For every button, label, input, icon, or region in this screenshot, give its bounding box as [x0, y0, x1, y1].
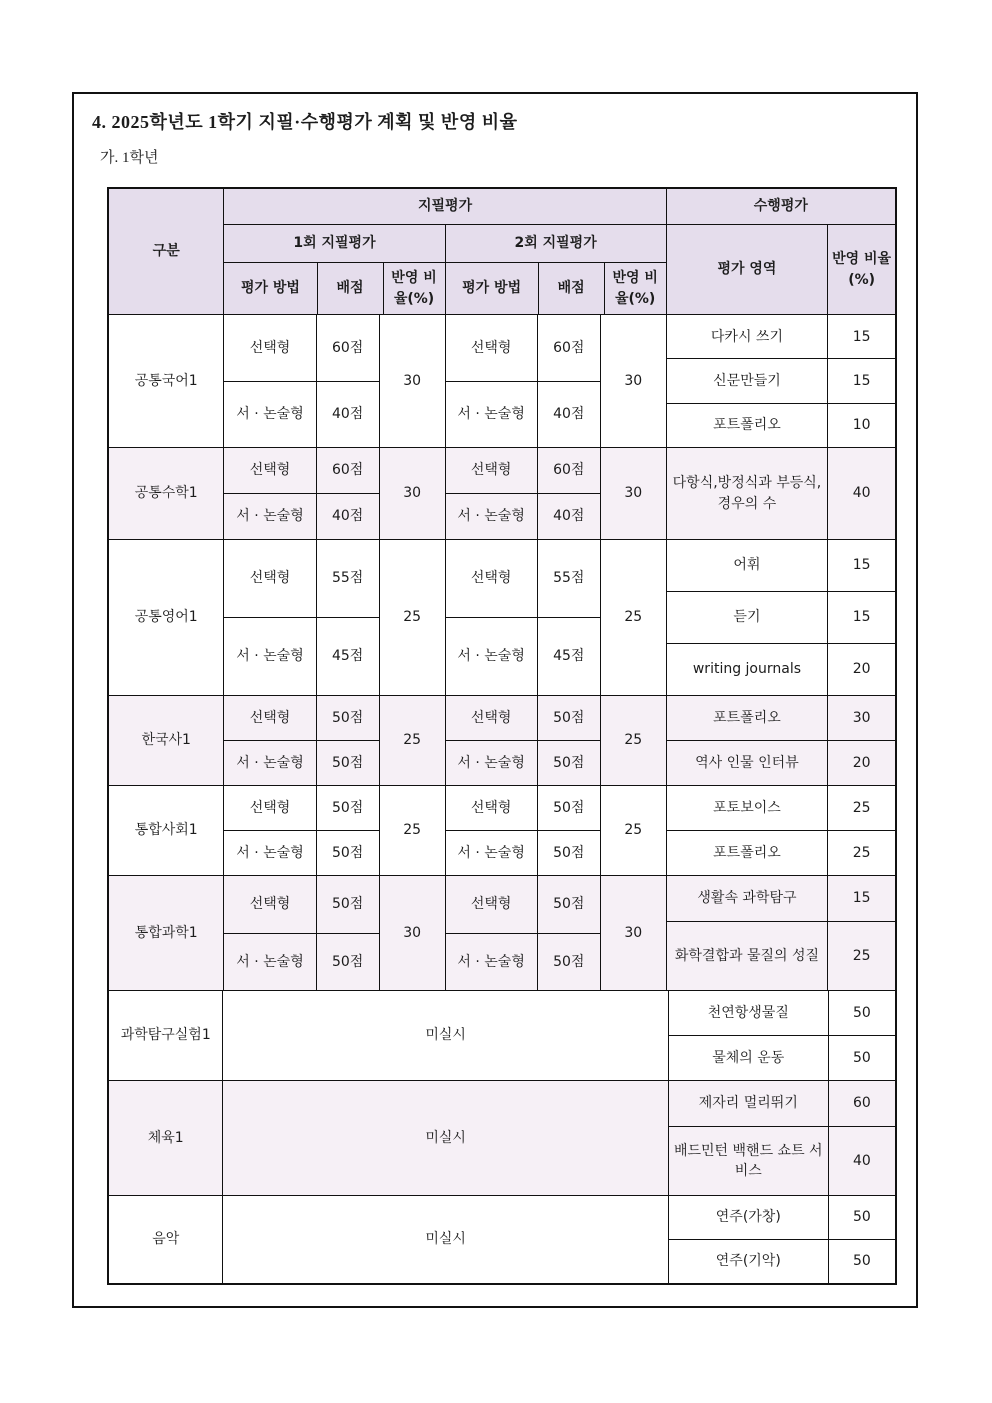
cell-method: 서 · 논술형 [445, 740, 537, 785]
cell-perf-ratio: 15 [827, 539, 895, 591]
subject-row [109, 875, 895, 990]
cell-perf-ratio: 50 [828, 1239, 895, 1283]
cell-method: 서 · 논술형 [223, 933, 315, 991]
cell-perf-ratio: 40 [827, 447, 895, 539]
subject-row [109, 990, 895, 1080]
subsection-label: 가. 1학년 [100, 150, 159, 166]
cell-method: 서 · 논술형 [445, 381, 537, 448]
cell-method: 서 · 논술형 [445, 493, 537, 539]
cell-perf-ratio: 20 [827, 643, 895, 695]
cell-subject: 통합사회1 [109, 785, 223, 875]
header-written-eval: 지필평가 [223, 189, 665, 224]
page-border [72, 92, 918, 1308]
cell-points: 50점 [316, 875, 379, 933]
subject-row [109, 695, 895, 785]
cell-perf-area: 포트폴리오 [666, 830, 828, 875]
cell-perf-ratio: 20 [827, 740, 895, 785]
cell-points: 50점 [316, 830, 379, 875]
cell-method: 선택형 [445, 314, 537, 381]
cell-method: 서 · 논술형 [223, 830, 315, 875]
cell-perf-ratio: 25 [827, 921, 895, 990]
cell-subject: 음악 [109, 1195, 222, 1283]
cell-perf-area: 생활속 과학탐구 [666, 875, 828, 921]
cell-method: 선택형 [445, 447, 537, 493]
cell-method: 선택형 [223, 539, 315, 617]
header-ratio: 반영 비율(%) [383, 262, 445, 314]
cell-method: 선택형 [445, 785, 537, 830]
cell-method: 선택형 [223, 447, 315, 493]
cell-points: 50점 [537, 830, 600, 875]
cell-points: 60점 [537, 314, 600, 381]
table-header [109, 189, 895, 314]
cell-points: 50점 [316, 785, 379, 830]
cell-points: 50점 [537, 740, 600, 785]
cell-points: 50점 [316, 933, 379, 991]
header-eval-area: 평가 영역 [666, 224, 828, 314]
subject-row [109, 539, 895, 695]
cell-points: 45점 [316, 617, 379, 695]
cell-perf-ratio: 15 [827, 314, 895, 358]
cell-method: 서 · 논술형 [445, 830, 537, 875]
cell-subject: 한국사1 [109, 695, 223, 785]
header-exam1: 1회 지필평가 [223, 224, 444, 262]
cell-subject: 공통국어1 [109, 314, 223, 447]
cell-points: 55점 [537, 539, 600, 617]
subject-row [109, 785, 895, 875]
cell-method: 서 · 논술형 [223, 493, 315, 539]
cell-perf-area: 포트폴리오 [666, 695, 828, 740]
cell-exam-ratio: 30 [379, 314, 445, 447]
cell-method: 선택형 [445, 875, 537, 933]
cell-subject: 과학탐구실험1 [109, 990, 222, 1080]
subject-row [109, 1195, 895, 1283]
cell-method: 선택형 [445, 695, 537, 740]
cell-points: 50점 [537, 875, 600, 933]
cell-points: 40점 [316, 381, 379, 448]
cell-perf-area: 포토보이스 [666, 785, 828, 830]
cell-not-conducted: 미실시 [222, 1195, 667, 1283]
cell-perf-ratio: 50 [828, 1035, 895, 1080]
header-method: 평가 방법 [445, 262, 538, 314]
cell-points: 50점 [537, 785, 600, 830]
cell-perf-area: 신문만들기 [666, 358, 828, 402]
cell-points: 50점 [537, 933, 600, 991]
header-perf-ratio: 반영 비율(%) [827, 224, 895, 314]
cell-perf-area: writing journals [666, 643, 828, 695]
cell-subject: 공통영어1 [109, 539, 223, 695]
cell-not-conducted: 미실시 [222, 990, 667, 1080]
cell-subject: 체육1 [109, 1080, 222, 1195]
cell-exam-ratio: 30 [600, 314, 666, 447]
header-performance-eval: 수행평가 [666, 189, 895, 224]
subject-row [109, 314, 895, 447]
cell-points: 55점 [316, 539, 379, 617]
cell-perf-ratio: 50 [828, 1195, 895, 1239]
cell-points: 40점 [537, 493, 600, 539]
cell-method: 선택형 [223, 314, 315, 381]
cell-perf-area: 제자리 멀리뛰기 [668, 1080, 828, 1126]
cell-perf-ratio: 15 [827, 358, 895, 402]
cell-method: 선택형 [223, 875, 315, 933]
cell-perf-area: 배드민턴 백핸드 쇼트 서비스 [668, 1126, 828, 1195]
cell-points: 60점 [316, 447, 379, 493]
header-points: 배점 [538, 262, 604, 314]
cell-exam-ratio: 25 [379, 785, 445, 875]
header-performance-group [666, 189, 895, 314]
cell-exam-ratio: 30 [600, 875, 666, 990]
cell-points: 40점 [316, 493, 379, 539]
cell-perf-area: 화학결합과 물질의 성질 [666, 921, 828, 990]
header-method: 평가 방법 [223, 262, 316, 314]
cell-exam-ratio: 25 [379, 695, 445, 785]
cell-method: 서 · 논술형 [223, 740, 315, 785]
cell-perf-ratio: 25 [827, 830, 895, 875]
cell-exam-ratio: 30 [379, 875, 445, 990]
header-ratio: 반영 비율(%) [604, 262, 666, 314]
cell-points: 45점 [537, 617, 600, 695]
cell-perf-area: 다카시 쓰기 [666, 314, 828, 358]
cell-exam-ratio: 25 [600, 785, 666, 875]
cell-method: 선택형 [223, 785, 315, 830]
cell-exam-ratio: 30 [379, 447, 445, 539]
cell-perf-ratio: 60 [828, 1080, 895, 1126]
cell-perf-area: 물체의 운동 [668, 1035, 828, 1080]
cell-perf-area: 연주(가창) [668, 1195, 828, 1239]
cell-perf-ratio: 15 [827, 591, 895, 643]
page-title: 4. 2025학년도 1학기 지필·수행평가 계획 및 반영 비율 [92, 112, 518, 132]
cell-perf-ratio: 15 [827, 875, 895, 921]
cell-perf-area: 듣기 [666, 591, 828, 643]
cell-method: 서 · 논술형 [445, 617, 537, 695]
cell-perf-ratio: 10 [827, 403, 895, 447]
cell-subject: 공통수학1 [109, 447, 223, 539]
cell-points: 50점 [316, 695, 379, 740]
cell-not-conducted: 미실시 [222, 1080, 667, 1195]
subject-row [109, 1080, 895, 1195]
cell-points: 50점 [537, 695, 600, 740]
evaluation-table [107, 187, 897, 1285]
cell-method: 서 · 논술형 [223, 617, 315, 695]
cell-subject: 통합과학1 [109, 875, 223, 990]
cell-exam-ratio: 25 [600, 695, 666, 785]
cell-perf-ratio: 40 [828, 1126, 895, 1195]
cell-points: 50점 [316, 740, 379, 785]
header-exam2: 2회 지필평가 [445, 224, 666, 262]
cell-perf-ratio: 30 [827, 695, 895, 740]
cell-perf-area: 연주(기악) [668, 1239, 828, 1283]
header-gubun: 구분 [152, 243, 180, 260]
cell-method: 서 · 논술형 [445, 933, 537, 991]
cell-perf-area: 어휘 [666, 539, 828, 591]
cell-points: 60점 [537, 447, 600, 493]
cell-perf-area: 역사 인물 인터뷰 [666, 740, 828, 785]
cell-points: 60점 [316, 314, 379, 381]
cell-perf-ratio: 50 [828, 990, 895, 1035]
cell-points: 40점 [537, 381, 600, 448]
cell-exam-ratio: 25 [379, 539, 445, 695]
cell-method: 서 · 논술형 [223, 381, 315, 448]
header-points: 배점 [317, 262, 383, 314]
cell-perf-ratio: 25 [827, 785, 895, 830]
subject-row [109, 447, 895, 539]
cell-perf-area: 다항식,방정식과 부등식, 경우의 수 [666, 447, 828, 539]
cell-perf-area: 천연항생물질 [668, 990, 828, 1035]
header-written-group [223, 189, 665, 314]
cell-exam-ratio: 30 [600, 447, 666, 539]
cell-perf-area: 포트폴리오 [666, 403, 828, 447]
cell-exam-ratio: 25 [600, 539, 666, 695]
cell-method: 선택형 [445, 539, 537, 617]
cell-method: 선택형 [223, 695, 315, 740]
